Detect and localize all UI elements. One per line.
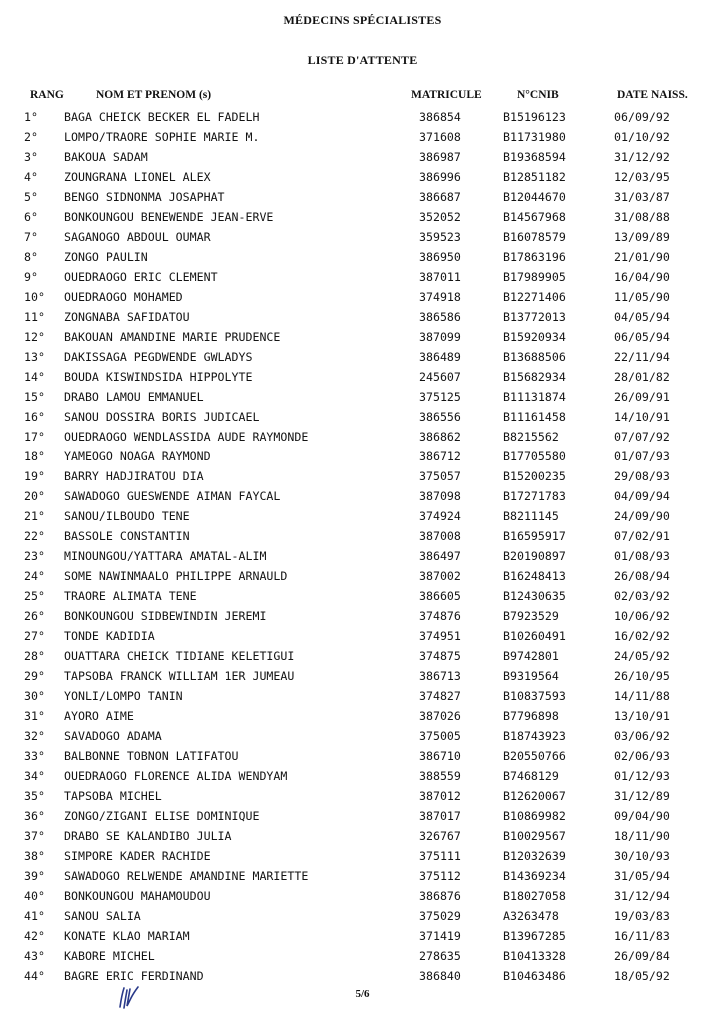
row-cnib: B20550766 (503, 749, 566, 763)
row-name: DRABO SE KALANDIBO JULIA (64, 828, 232, 843)
row-birth-date: 31/05/94 (614, 868, 670, 883)
table-row (0, 586, 725, 606)
row-rank: 23° (24, 549, 45, 564)
table-row (0, 606, 725, 626)
row-name: KONATE KLAO MARIAM (64, 928, 190, 943)
row-birth-date: 01/07/93 (614, 449, 670, 464)
row-name: BONKOUNGOU BENEWENDE JEAN-ERVE (64, 209, 274, 224)
row-rank: 22° (24, 529, 45, 544)
row-cnib: B10869982 (503, 808, 566, 823)
row-cnib: B16595917 (503, 529, 566, 544)
row-cnib: B10413328 (503, 948, 566, 963)
row-matricule: 387011 (419, 269, 461, 284)
row-birth-date: 16/11/83 (614, 928, 670, 943)
row-birth-date: 31/12/89 (614, 788, 670, 803)
row-name: TAPSOBA MICHEL (64, 788, 162, 803)
row-cnib: B8215562 (503, 429, 559, 444)
row-name: OUEDRAOGO WENDLASSIDA AUDE RAYMONDE (64, 429, 309, 444)
row-cnib: B10837593 (503, 689, 566, 704)
row-rank: 14° (24, 369, 45, 384)
row-birth-date: 01/12/93 (614, 768, 670, 783)
table-row (0, 327, 725, 347)
row-name: TONDE KADIDIA (64, 629, 155, 644)
row-matricule: 386710 (419, 749, 461, 763)
row-birth-date: 21/01/90 (614, 249, 670, 264)
row-cnib: B19368594 (503, 149, 566, 164)
row-name: BONKOUNGOU MAHAMOUDOU (64, 888, 211, 903)
waiting-list-table (0, 107, 725, 986)
row-name: ZONGO/ZIGANI ELISE DOMINIQUE (64, 808, 260, 823)
row-rank: 11° (24, 309, 45, 324)
row-birth-date: 04/05/94 (614, 309, 670, 324)
row-rank: 40° (24, 888, 45, 903)
table-row (0, 786, 725, 806)
row-matricule: 375029 (419, 908, 461, 923)
row-birth-date: 07/07/92 (614, 429, 670, 444)
row-cnib: B13772013 (503, 309, 566, 324)
row-name: OUEDRAOGO MOHAMED (64, 289, 183, 304)
row-birth-date: 07/02/91 (614, 529, 670, 544)
row-rank: 43° (24, 948, 45, 963)
table-row (0, 806, 725, 826)
row-matricule: 375057 (419, 469, 461, 484)
row-rank: 21° (24, 509, 45, 524)
table-row (0, 766, 725, 786)
row-cnib: B15196123 (503, 110, 566, 124)
row-name: SAWADOGO RELWENDE AMANDINE MARIETTE (64, 868, 309, 883)
row-birth-date: 30/10/93 (614, 848, 670, 863)
row-name: BASSOLE CONSTANTIN (64, 529, 190, 544)
row-matricule: 386489 (419, 349, 461, 364)
row-name: SANOU/ILBOUDO TENE (64, 509, 190, 524)
row-cnib: A3263478 (503, 908, 559, 923)
row-rank: 3° (24, 149, 38, 164)
row-name: SAWADOGO GUESWENDE AIMAN FAYCAL (64, 489, 281, 504)
row-matricule: 386996 (419, 169, 461, 184)
row-birth-date: 26/08/94 (614, 569, 670, 584)
row-rank: 30° (24, 689, 45, 704)
row-cnib: B15682934 (503, 369, 566, 384)
row-matricule: 374827 (419, 689, 461, 704)
row-rank: 29° (24, 669, 45, 684)
row-cnib: B8211145 (503, 509, 559, 524)
row-cnib: B7468129 (503, 768, 559, 783)
column-header-cnib: N°CNIB (517, 89, 559, 101)
page-subtitle: LISTE D'ATTENTE (307, 53, 418, 67)
row-birth-date: 14/11/88 (614, 689, 670, 704)
row-birth-date: 09/04/90 (614, 808, 670, 823)
row-rank: 32° (24, 729, 45, 744)
row-matricule: 386712 (419, 449, 461, 464)
row-matricule: 387098 (419, 489, 461, 504)
table-row (0, 506, 725, 526)
row-birth-date: 31/08/88 (614, 209, 670, 224)
row-matricule: 387026 (419, 709, 461, 724)
row-cnib: B9742801 (503, 649, 559, 664)
row-cnib: B10260491 (503, 629, 566, 644)
row-birth-date: 10/06/92 (614, 609, 670, 624)
row-matricule: 352052 (419, 209, 461, 224)
row-name: LOMPO/TRAORE SOPHIE MARIE M. (64, 129, 260, 144)
row-matricule: 278635 (419, 948, 461, 963)
row-birth-date: 31/12/94 (614, 888, 670, 903)
table-row (0, 287, 725, 307)
table-row (0, 726, 725, 746)
row-name: BENGO SIDNONMA JOSAPHAT (64, 189, 225, 204)
row-rank: 17° (24, 429, 45, 444)
row-name: AYORO AIME (64, 709, 134, 724)
row-name: DRABO LAMOU EMMANUEL (64, 389, 204, 404)
table-row (0, 267, 725, 287)
row-matricule: 371608 (419, 129, 461, 144)
row-matricule: 388559 (419, 768, 461, 783)
row-matricule: 386713 (419, 669, 461, 684)
row-cnib: B7923529 (503, 609, 559, 624)
table-row (0, 307, 725, 327)
row-matricule: 375005 (419, 729, 461, 744)
row-birth-date: 13/10/91 (614, 709, 670, 724)
row-rank: 4° (24, 169, 38, 184)
row-name: TAPSOBA FRANCK WILLIAM 1ER JUMEAU (64, 669, 295, 684)
row-matricule: 386605 (419, 589, 461, 604)
row-name: BARRY HADJIRATOU DIA (64, 469, 204, 484)
row-name: DAKISSAGA PEGDWENDE GWLADYS (64, 349, 253, 364)
row-matricule: 375111 (419, 848, 461, 863)
table-row (0, 407, 725, 427)
row-name: MINOUNGOU/YATTARA AMATAL-ALIM (64, 549, 267, 564)
table-row (0, 466, 725, 486)
row-birth-date: 19/03/83 (614, 908, 670, 923)
table-row (0, 686, 725, 706)
row-cnib: B15200235 (503, 469, 566, 484)
row-rank: 27° (24, 629, 45, 644)
row-matricule: 386987 (419, 149, 461, 164)
row-rank: 8° (24, 249, 38, 264)
table-row (0, 566, 725, 586)
row-cnib: B7796898 (503, 709, 559, 724)
table-row (0, 427, 725, 447)
row-name: KABORE MICHEL (64, 948, 155, 963)
row-name: OUEDRAOGO ERIC CLEMENT (64, 269, 218, 284)
row-cnib: B12044670 (503, 189, 566, 204)
table-row (0, 347, 725, 367)
row-rank: 37° (24, 828, 45, 843)
row-cnib: B18027058 (503, 888, 566, 903)
row-matricule: 386556 (419, 409, 461, 424)
table-row (0, 626, 725, 646)
table-row (0, 866, 725, 886)
row-name: ZONGO PAULIN (64, 249, 148, 264)
table-row (0, 446, 725, 466)
row-cnib: B17271783 (503, 489, 566, 504)
row-rank: 9° (24, 269, 38, 284)
row-matricule: 386497 (419, 549, 461, 564)
table-row (0, 247, 725, 267)
page-title: MÉDECINS SPÉCIALISTES (283, 13, 442, 27)
column-header-birth-date: DATE NAISS. (617, 89, 688, 101)
row-matricule: 386854 (419, 110, 461, 124)
row-birth-date: 14/10/91 (614, 409, 670, 424)
row-cnib: B20190897 (503, 549, 566, 564)
row-rank: 10° (24, 289, 45, 304)
row-rank: 7° (24, 229, 38, 244)
table-row (0, 147, 725, 167)
row-cnib: B15920934 (503, 329, 566, 344)
row-cnib: B14567968 (503, 209, 566, 224)
row-name: SOME NAWINMAALO PHILIPPE ARNAULD (64, 569, 288, 584)
row-rank: 44° (24, 968, 45, 983)
row-birth-date: 06/05/94 (614, 329, 670, 344)
row-birth-date: 18/11/90 (614, 828, 670, 843)
row-matricule: 387017 (419, 808, 461, 823)
row-cnib: B13688506 (503, 349, 566, 364)
row-name: YAMEOGO NOAGA RAYMOND (64, 449, 211, 464)
table-row (0, 227, 725, 247)
row-cnib: B17989905 (503, 269, 566, 284)
row-rank: 1° (24, 110, 38, 124)
row-cnib: B12430635 (503, 589, 566, 604)
row-name: OUATTARA CHEICK TIDIANE KELETIGUI (64, 649, 295, 664)
row-birth-date: 06/09/92 (614, 110, 670, 124)
row-rank: 24° (24, 569, 45, 584)
row-rank: 5° (24, 189, 38, 204)
row-cnib: B12271406 (503, 289, 566, 304)
row-rank: 26° (24, 609, 45, 624)
row-cnib: B13967285 (503, 928, 566, 943)
row-cnib: B10463486 (503, 968, 566, 983)
row-matricule: 359523 (419, 229, 461, 244)
row-name: BAKOUA SADAM (64, 149, 148, 164)
row-matricule: 386586 (419, 309, 461, 324)
table-row (0, 886, 725, 906)
row-rank: 12° (24, 329, 45, 344)
row-name: BAGRE ERIC FERDINAND (64, 968, 204, 983)
row-cnib: B11161458 (503, 409, 566, 424)
row-rank: 20° (24, 489, 45, 504)
row-rank: 18° (24, 449, 45, 464)
row-cnib: B18743923 (503, 729, 566, 744)
row-matricule: 387002 (419, 569, 461, 584)
row-birth-date: 12/03/95 (614, 169, 670, 184)
row-birth-date: 01/10/92 (614, 129, 670, 144)
row-matricule: 374924 (419, 509, 461, 524)
row-matricule: 374918 (419, 289, 461, 304)
table-row (0, 666, 725, 686)
row-rank: 19° (24, 469, 45, 484)
row-name: ZONGNABA SAFIDATOU (64, 309, 190, 324)
row-rank: 6° (24, 209, 38, 224)
page-number: 5/6 (355, 988, 370, 1000)
row-birth-date: 31/12/92 (614, 149, 670, 164)
row-rank: 25° (24, 589, 45, 604)
row-matricule: 386950 (419, 249, 461, 264)
row-name: SANOU SALIA (64, 908, 141, 923)
row-birth-date: 11/05/90 (614, 289, 670, 304)
row-rank: 33° (24, 749, 45, 763)
row-name: SAGANOGO ABDOUL OUMAR (64, 229, 211, 244)
row-rank: 42° (24, 928, 45, 943)
row-cnib: B12620067 (503, 788, 566, 803)
row-birth-date: 26/09/91 (614, 389, 670, 404)
row-matricule: 374951 (419, 629, 461, 644)
row-name: BAKOUAN AMANDINE MARIE PRUDENCE (64, 329, 281, 344)
row-birth-date: 02/06/93 (614, 749, 670, 763)
table-row (0, 966, 725, 986)
row-matricule: 375112 (419, 868, 461, 883)
row-matricule: 245607 (419, 369, 461, 384)
row-birth-date: 26/09/84 (614, 948, 670, 963)
row-cnib: B11131874 (503, 389, 566, 404)
row-birth-date: 16/02/92 (614, 629, 670, 644)
row-birth-date: 29/08/93 (614, 469, 670, 484)
table-row (0, 207, 725, 227)
row-rank: 31° (24, 709, 45, 724)
row-rank: 15° (24, 389, 45, 404)
table-row (0, 367, 725, 387)
row-birth-date: 28/01/82 (614, 369, 670, 384)
row-rank: 39° (24, 868, 45, 883)
row-name: BOUDA KISWINDSIDA HIPPOLYTE (64, 369, 253, 384)
row-birth-date: 16/04/90 (614, 269, 670, 284)
row-matricule: 387099 (419, 329, 461, 344)
row-name: TRAORE ALIMATA TENE (64, 589, 197, 604)
row-birth-date: 24/09/90 (614, 509, 670, 524)
column-header-rank: RANG (30, 89, 64, 101)
column-header-matricule: MATRICULE (411, 89, 482, 101)
table-row (0, 846, 725, 866)
row-name: BALBONNE TOBNON LATIFATOU (64, 749, 239, 763)
row-birth-date: 03/06/92 (614, 729, 670, 744)
row-rank: 38° (24, 848, 45, 863)
row-name: OUEDRAOGO FLORENCE ALIDA WENDYAM (64, 768, 288, 783)
row-cnib: B12032639 (503, 848, 566, 863)
table-row (0, 526, 725, 546)
row-rank: 16° (24, 409, 45, 424)
table-row (0, 926, 725, 946)
row-rank: 28° (24, 649, 45, 664)
table-row (0, 486, 725, 506)
table-row (0, 167, 725, 187)
row-name: SANOU DOSSIRA BORIS JUDICAEL (64, 409, 260, 424)
table-row (0, 387, 725, 407)
row-cnib: B14369234 (503, 868, 566, 883)
row-name: SIMPORE KADER RACHIDE (64, 848, 211, 863)
table-row (0, 946, 725, 966)
row-name: SAVADOGO ADAMA (64, 729, 162, 744)
row-rank: 34° (24, 768, 45, 783)
table-row (0, 187, 725, 207)
row-name: BAGA CHEICK BECKER EL FADELH (64, 110, 260, 124)
row-matricule: 387008 (419, 529, 461, 544)
table-row (0, 706, 725, 726)
row-matricule: 371419 (419, 928, 461, 943)
row-birth-date: 22/11/94 (614, 349, 670, 364)
row-matricule: 386876 (419, 888, 461, 903)
row-cnib: B17705580 (503, 449, 566, 464)
row-matricule: 386687 (419, 189, 461, 204)
row-birth-date: 02/03/92 (614, 589, 670, 604)
row-birth-date: 26/10/95 (614, 669, 670, 684)
table-row (0, 646, 725, 666)
row-cnib: B11731980 (503, 129, 566, 144)
row-cnib: B16248413 (503, 569, 566, 584)
row-birth-date: 18/05/92 (614, 968, 670, 983)
row-cnib: B12851182 (503, 169, 566, 184)
table-row (0, 906, 725, 926)
row-matricule: 326767 (419, 828, 461, 843)
row-rank: 36° (24, 808, 45, 823)
row-rank: 41° (24, 908, 45, 923)
row-matricule: 387012 (419, 788, 461, 803)
table-row (0, 127, 725, 147)
row-matricule: 374875 (419, 649, 461, 664)
table-row (0, 826, 725, 846)
table-row (0, 746, 725, 766)
row-birth-date: 31/03/87 (614, 189, 670, 204)
row-matricule: 386862 (419, 429, 461, 444)
column-header-name: NOM ET PRENOM (s) (96, 89, 212, 101)
table-row (0, 546, 725, 566)
row-name: BONKOUNGOU SIDBEWINDIN JEREMI (64, 609, 267, 624)
row-birth-date: 13/09/89 (614, 229, 670, 244)
row-birth-date: 04/09/94 (614, 489, 670, 504)
row-name: YONLI/LOMPO TANIN (64, 689, 183, 704)
row-matricule: 374876 (419, 609, 461, 624)
row-name: ZOUNGRANA LIONEL ALEX (64, 169, 211, 184)
row-cnib: B17863196 (503, 249, 566, 264)
row-rank: 2° (24, 129, 38, 144)
row-cnib: B16078579 (503, 229, 566, 244)
row-cnib: B10029567 (503, 828, 566, 843)
row-matricule: 386840 (419, 968, 461, 983)
row-rank: 35° (24, 788, 45, 803)
table-row (0, 107, 725, 127)
row-birth-date: 01/08/93 (614, 549, 670, 564)
row-birth-date: 24/05/92 (614, 649, 670, 664)
row-cnib: B9319564 (503, 669, 559, 684)
row-matricule: 375125 (419, 389, 461, 404)
row-rank: 13° (24, 349, 45, 364)
